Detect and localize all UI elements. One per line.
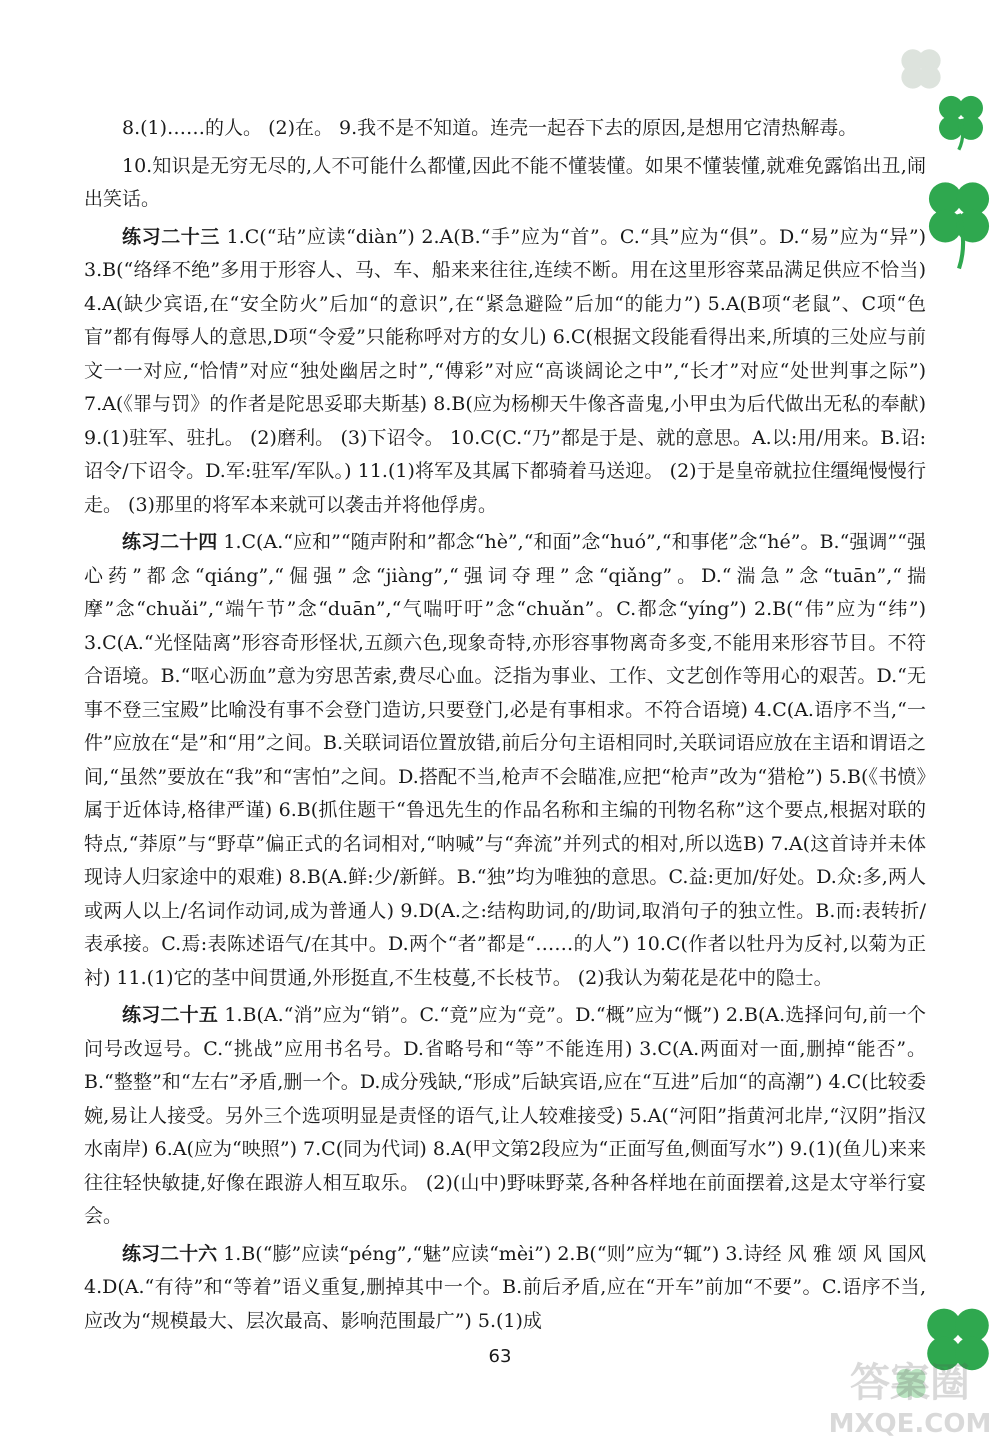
answer-text-body: 1.B(“膨”应读“péng”,“魅”应读“mèi”) 2.B(“则”应为“辄”) 3.诗经 风 雅 颂 风 国风 4.D(A.“有待”和“等着”语义重复,删掉其中一个。B.前后矛盾,应在“开车”前加“不要”。C.语序不当,应改为“规模最大、层次最高、影响范围最广”) 5.(1)成	[84, 1242, 926, 1332]
clover-icon	[928, 86, 994, 152]
answer-paragraph	[84, 150, 926, 217]
answer-text-body: 1.C(“玷”应读“diàn”) 2.A(B.“手”应为“首”。C.“具”应为“俱”。D.“易”应为“异”) 3.B(“络绎不绝”多用于形容人、马、车、船来来往往,连续不断。用在这里形容菜品满足供应不恰当) 4.A(缺少宾语,在“安全防火”后加“的意识”,在“紧急避险”后加“的能力”) 5.A(B项“老鼠”、C项“色盲”都有侮辱人的意思,D项“令爱”只能称呼对方的女儿) 6.C(根据文段能看得出来,所填的三处应与前文一一对应,“恰情”对应“独处幽居之时”,“傅彩”对应“高谈阔论之中”,“长才”对应“处世判事之际”) 7.A(《罪与罚》的作者是陀思妥耶夫斯基) 8.B(应为杨柳天牛像吝啬鬼,小甲虫为后代做出无私的奉献) 9.(1)驻军、驻扎。 (2)磨利。 (3)下诏令。 10.C(C.“乃”都是于是、就的意思。A.以:用/用来。B.诏:诏令/下诏令。D.军:驻军/军队。) 11.(1)将军及其属下都骑着马送迎。 (2)于是皇帝就拉住缰绳慢慢行走。 (3)那里的将军本来就可以袭击并将他俘虏。	[84, 225, 926, 516]
answer-text-body: 1.C(A.“应和”“随声附和”都念“hè”,“和面”念“huó”,“和事佬”念“hé”。B.“强调”“强心药”都念“qiáng”,“倔强”念“jiàng”,“强词夺理”念“qiǎng”。D.“湍急”念“tuān”,“揣摩”念“chuǎi”,“端午节”念“duān”,“气喘吁吁”念“chuǎn”。C.都念“yíng”) 2.B(“伟”应为“纬”) 3.C(A.“光怪陆离”形容奇形怪状,五颜六色,现象奇特,亦形容事物离奇多变,不能用来形容节目。不符合语境。B.“呕心沥血”意为穷思苦索,费尽心血。泛指为事业、工作、文艺创作等用心的艰苦。D.“无事不登三宝殿”比喻没有事不会登门造访,只要登门,必是有事相求。不符合语境) 4.C(A.语序不当,“一件”应放在“是”和“用”之间。B.关联词语位置放错,前后分句主语相同时,关联词语应放在主语和谓语之间,“虽然”要放在“我”和“害怕”之间。D.搭配不当,枪声不会瞄准,应把“枪声”改为“猎枪”) 5.B(《书愤》属于近体诗,格律严谨) 6.B(抓住题干“鲁迅先生的作品名称和主编的刊物名称”这个要点,根据对联的特点,“莽原”与“野草”偏正式的名词相对,“呐喊”与“奔流”并列式的相对,所以选B) 7.A(这首诗并未体现诗人归家途中的艰难) 8.B(A.鲜:少/新鲜。B.“独”均为唯独的意思。C.益:更加/好处。D.众:多,两人或两人以上/名词作动词,成为普通人) 9.D(A.之:结构助词,的/助词,取消句子的独立性。B.而:表转折/表承接。C.焉:表陈述语气/在其中。D.两个“者”都是“……的人”) 10.C(作者以牡丹为反衬,以菊为正衬) 11.(1)它的茎中间贯通,外形挺直,不生枝蔓,不长枝节。 (2)我认为菊花是花中的隐士。	[84, 531, 926, 989]
exercise-title: 练习二十六	[122, 1242, 218, 1265]
answer-text-body: 10.知识是无穷无尽的,人不可能什么都懂,因此不能不懂装懂。如果不懂装懂,就难免露馅出丑,闹出笑话。	[84, 154, 926, 210]
answer-paragraph	[84, 221, 926, 523]
exercise-title: 练习二十三	[122, 225, 220, 248]
exercise-title: 练习二十五	[122, 1004, 219, 1026]
answer-paragraph	[84, 526, 926, 995]
watermark-logo	[820, 1350, 1000, 1442]
answer-text	[84, 112, 926, 1342]
svg-text:MXQE.COM: MXQE.COM	[828, 1409, 992, 1439]
answer-text-body: 8.(1)……的人。 (2)在。 9.我不是不知道。连壳一起吞下去的原因,是想用它清热解毒。	[122, 117, 858, 139]
svg-text:答案圈: 答案圈	[850, 1360, 970, 1406]
page-number: 63	[488, 1346, 512, 1367]
answer-paragraph	[84, 999, 926, 1234]
answer-paragraph	[84, 1238, 926, 1339]
answer-text-body: 1.B(A.“消”应为“销”。C.“竟”应为“竞”。D.“概”应为“慨”) 2.B(A.选择问句,前一个问号改逗号。C.“挑战”应用书名号。D.省略号和“等”不能连用) 3.C(A.两面对一面,删掉“能否”。B.“整整”和“左右”矛盾,删一个。D.成分残缺,“形成”后缺宾语,应在“互进”后加“的高潮”) 4.C(比较委婉,易让人接受。另外三个选项明显是责怪的语气,让人较难接受) 5.A(“河阳”指黄河北岸,“汉阴”指汉水南岸) 6.A(应为“映照”) 7.C(同为代词) 8.A(甲文第2段应为“正面写鱼,侧面写水”) 9.(1)(鱼儿)来来往往轻快敏捷,好像在跟游人相互取乐。 (2)(山中)野味野菜,各种各样地在前面摆着,这是太守举行宴会。	[84, 1004, 926, 1227]
clover-icon	[918, 172, 1000, 272]
answer-paragraph	[84, 112, 926, 146]
exercise-title: 练习二十四	[122, 531, 218, 553]
